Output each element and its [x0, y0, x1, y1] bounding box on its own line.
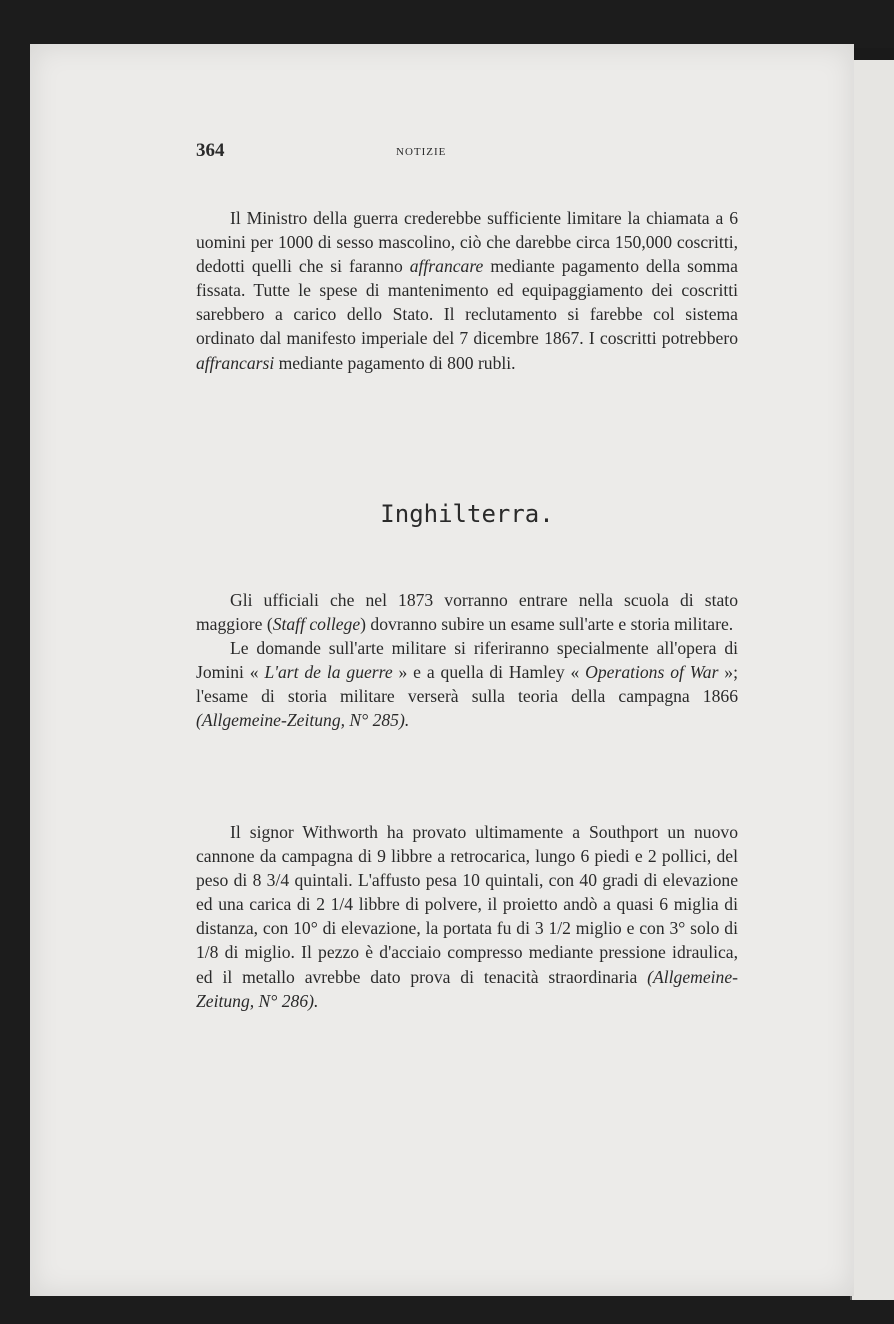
- scan-border-left: [0, 0, 30, 1324]
- paragraph: [196, 206, 738, 375]
- italic-term: Operations of War: [585, 662, 719, 683]
- section-title: Inghilterra.: [380, 500, 554, 528]
- text-run: ) dovranno subire un esame sull'arte e storia militare.: [360, 614, 734, 635]
- text-run: mediante pagamento della somma fissata. Tutte le spese di mantenimento ed equipaggiamento dei coscritti sarebbero a carico dello Stato. Il reclutamento si farebbe col sistema ordinato dal manifesto imperiale del 7 dicembre 1867. I coscritti potrebbero: [196, 256, 738, 349]
- text-run: Gli ufficiali che nel 1873 vorranno entrare nella scuola di stato maggiore (: [196, 590, 738, 635]
- page-number: 364: [196, 140, 225, 161]
- text-run: Il Ministro della guerra crederebbe sufficiente limitare la chiamata a 6 uomini per 1000 di sesso mascolino, ciò che darebbe circa 150,000 coscritti, dedotti quelli che si faranno: [196, 208, 738, 277]
- staff-college-section: [196, 588, 738, 733]
- text-run: » e a quella di Hamley «: [392, 662, 586, 683]
- italic-term: affrancarsi: [196, 352, 275, 373]
- scan-border-top: [0, 0, 894, 48]
- paragraph: [196, 820, 738, 1013]
- next-page-edge: [850, 60, 894, 1300]
- paragraph: [196, 636, 738, 732]
- italic-term: affrancare: [409, 256, 484, 277]
- citation: (Allgemeine-Zeitung, N° 286).: [196, 966, 738, 1011]
- italic-term: L'art de la guerre: [264, 662, 393, 683]
- page-header: [196, 140, 736, 164]
- text-run: »; l'esame di storia militare verserà sulla teoria della campagna 1866: [196, 662, 738, 707]
- text-run: mediante pagamento di 800 rubli.: [274, 352, 516, 373]
- paragraph: [196, 588, 738, 636]
- italic-term: Staff college: [272, 614, 361, 635]
- withworth-section: [196, 820, 738, 1013]
- text-run: Le domande sull'arte militare si riferiranno specialmente all'opera di Jomini «: [196, 638, 738, 683]
- russia-paragraph: [196, 206, 738, 375]
- running-head: NOTIZIE: [396, 146, 447, 158]
- text-run: Il signor Withworth ha provato ultimamente a Southport un nuovo cannone da campagna di 9 libbre a retrocarica, lungo 6 piedi e 2 pollici, del peso di 8 3/4 quintali. L'affusto pesa 10 quintali, con 40 gradi di elevazione ed una carica di 2 1/4 libbre di polvere, il proietto andò a quasi 6 miglia di distanza, con 10° di elevazione, la portata fu di 3 1/2 miglio e con 3° solo di 1/8 di miglio. Il pezzo è d'acciaio compresso mediante pressione idraulica, ed il metallo avrebbe dato prova di tenacità straordinaria: [196, 822, 738, 987]
- scan-border-bottom: [0, 1296, 894, 1324]
- citation: (Allgemeine-Zeitung, N° 285).: [196, 710, 410, 731]
